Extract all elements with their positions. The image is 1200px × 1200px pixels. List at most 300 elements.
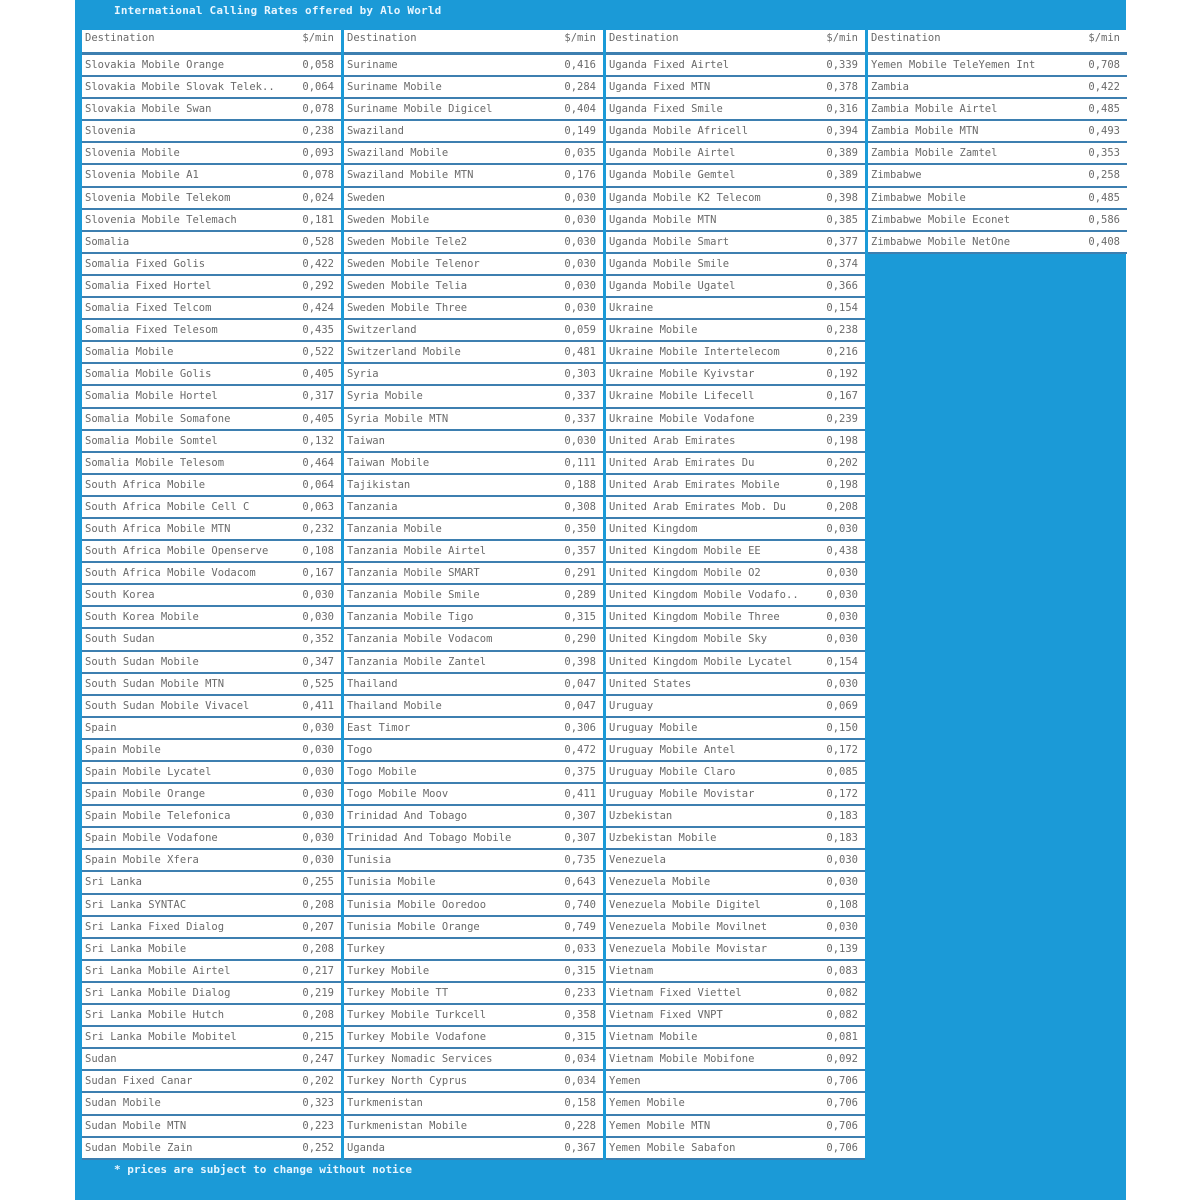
- rate-cell: 0,290: [564, 633, 596, 646]
- destination-cell: Slovenia Mobile Telemach: [85, 213, 237, 226]
- table-row: [868, 143, 1127, 165]
- destination-cell: Taiwan Mobile: [347, 456, 430, 469]
- table-row: [606, 939, 865, 961]
- destination-cell: Sri Lanka Mobile Dialog: [85, 986, 231, 999]
- destination-cell: Sweden Mobile Three: [347, 302, 468, 315]
- table-row: [82, 320, 341, 342]
- table-row: [82, 232, 341, 254]
- rate-cell: 0,030: [302, 788, 334, 801]
- rate-cell: 0,030: [302, 611, 334, 624]
- destination-cell: Venezuela Mobile: [609, 876, 711, 889]
- rate-cell: 0,284: [564, 81, 596, 94]
- destination-cell: Uganda Mobile MTN: [609, 213, 717, 226]
- table-row: [344, 342, 603, 364]
- table-row: [344, 409, 603, 431]
- table-row: [606, 1093, 865, 1115]
- table-header: [868, 30, 1127, 55]
- table-row: [606, 298, 865, 320]
- rate-cell: 0,258: [1088, 169, 1120, 182]
- rate-cell: 0,064: [302, 81, 334, 94]
- destination-cell: Sri Lanka: [85, 876, 142, 889]
- rate-cell: 0,307: [564, 810, 596, 823]
- table-row: [344, 519, 603, 541]
- destination-cell: United Kingdom Mobile Three: [609, 611, 780, 624]
- rate-cell: 0,202: [826, 456, 858, 469]
- destination-cell: Turkmenistan: [347, 1097, 423, 1110]
- destination-cell: Slovakia Mobile Slovak Telek..: [85, 81, 275, 94]
- rate-cell: 0,398: [826, 191, 858, 204]
- destination-cell: Switzerland Mobile: [347, 346, 461, 359]
- destination-cell: Uganda Fixed Airtel: [609, 59, 730, 71]
- table-row: [606, 431, 865, 453]
- rate-cell: 0,158: [564, 1097, 596, 1110]
- rate-cell: 0,352: [302, 633, 334, 646]
- table-row: [344, 740, 603, 762]
- rate-cell: 0,030: [302, 721, 334, 734]
- destination-cell: United Arab Emirates: [609, 434, 736, 447]
- destination-cell: Sri Lanka Mobile Airtel: [85, 964, 231, 977]
- rate-cell: 0,366: [826, 279, 858, 292]
- rate-cell: 0,132: [302, 434, 334, 447]
- table-row: [82, 607, 341, 629]
- destination-cell: Tanzania Mobile Smile: [347, 589, 480, 602]
- rate-cell: 0,172: [826, 788, 858, 801]
- table-row: [82, 77, 341, 99]
- rate-cell: 0,150: [826, 721, 858, 734]
- table-row: [344, 563, 603, 585]
- table-row: [606, 188, 865, 210]
- table-row: [82, 1071, 341, 1093]
- rate-cell: 0,586: [1088, 213, 1120, 226]
- destination-cell: Vietnam Fixed VNPT: [609, 1009, 723, 1022]
- destination-cell: Trinidad And Tobago: [347, 810, 468, 823]
- table-row: [82, 1027, 341, 1049]
- table-row: [344, 453, 603, 475]
- rate-cell: 0,030: [302, 810, 334, 823]
- table-row: [82, 188, 341, 210]
- table-row: [344, 1005, 603, 1027]
- rate-cell: 0,078: [302, 103, 334, 116]
- table-row: [344, 674, 603, 696]
- rate-cell: 0,208: [302, 1009, 334, 1022]
- table-row: [606, 850, 865, 872]
- table-row: [82, 276, 341, 298]
- rate-cell: 0,030: [564, 257, 596, 270]
- destination-cell: Somalia Mobile Telesom: [85, 456, 225, 469]
- rate-cell: 0,404: [564, 103, 596, 116]
- destination-cell: Venezuela Mobile Movilnet: [609, 920, 768, 933]
- destination-cell: Swaziland Mobile: [347, 147, 449, 160]
- table-row: [606, 762, 865, 784]
- rate-cell: 0,183: [826, 832, 858, 845]
- rate-cell: 0,059: [564, 324, 596, 337]
- rate-cell: 0,216: [826, 346, 858, 359]
- rate-cell: 0,315: [564, 611, 596, 624]
- rate-cell: 0,207: [302, 920, 334, 933]
- destination-cell: Spain Mobile Orange: [85, 788, 206, 801]
- table-row: [344, 121, 603, 143]
- table-row: [344, 718, 603, 740]
- destination-cell: Somalia Mobile: [85, 346, 174, 359]
- table-row: [344, 1093, 603, 1115]
- rates-table-column: [82, 30, 341, 1160]
- table-row: [606, 718, 865, 740]
- rate-cell: 0,255: [302, 876, 334, 889]
- table-row: [344, 188, 603, 210]
- table-header: [344, 30, 603, 55]
- destination-cell: South Sudan Mobile MTN: [85, 677, 225, 690]
- destination-cell: Turkey Mobile: [347, 964, 430, 977]
- table-row: [344, 607, 603, 629]
- rate-cell: 0,239: [826, 412, 858, 425]
- rate-cell: 0,030: [302, 766, 334, 778]
- table-row: [606, 1005, 865, 1027]
- table-row: [344, 828, 603, 850]
- rate-cell: 0,643: [564, 876, 596, 889]
- table-row: [606, 254, 865, 276]
- rate-cell: 0,493: [1088, 125, 1120, 138]
- table-row: [868, 210, 1127, 232]
- rate-cell: 0,438: [826, 545, 858, 558]
- destination-cell: Zimbabwe Mobile: [871, 191, 966, 204]
- table-row: [344, 939, 603, 961]
- header-destination: Destination: [871, 32, 941, 44]
- table-row: [606, 1071, 865, 1093]
- destination-cell: Somalia Mobile Hortel: [85, 390, 218, 403]
- destination-cell: Switzerland: [347, 324, 417, 337]
- table-row: [82, 563, 341, 585]
- table-row: [82, 784, 341, 806]
- rate-cell: 0,385: [826, 213, 858, 226]
- rate-cell: 0,181: [302, 213, 334, 226]
- table-row: [344, 696, 603, 718]
- rates-table-column: [344, 30, 603, 1160]
- destination-cell: United Arab Emirates Du: [609, 456, 755, 469]
- rate-cell: 0,033: [564, 942, 596, 955]
- rate-cell: 0,188: [564, 478, 596, 491]
- destination-cell: Turkey North Cyprus: [347, 1075, 468, 1088]
- rate-cell: 0,411: [564, 788, 596, 801]
- rate-cell: 0,398: [564, 655, 596, 668]
- rate-cell: 0,198: [826, 478, 858, 491]
- table-row: [606, 453, 865, 475]
- rate-cell: 0,215: [302, 1031, 334, 1044]
- table-row: [606, 121, 865, 143]
- destination-cell: Yemen Mobile MTN: [609, 1119, 711, 1132]
- destination-cell: Yemen Mobile: [609, 1097, 685, 1110]
- rate-cell: 0,047: [564, 677, 596, 690]
- destination-cell: Taiwan: [347, 434, 385, 447]
- rate-cell: 0,030: [302, 743, 334, 756]
- destination-cell: Somalia Fixed Telesom: [85, 324, 218, 337]
- destination-cell: Somalia Fixed Golis: [85, 257, 206, 270]
- rate-cell: 0,408: [1088, 235, 1120, 248]
- table-row: [606, 276, 865, 298]
- destination-cell: Togo: [347, 743, 373, 756]
- destination-cell: Syria Mobile: [347, 390, 423, 403]
- destination-cell: Somalia: [85, 235, 130, 248]
- rate-cell: 0,315: [564, 964, 596, 977]
- table-row: [344, 431, 603, 453]
- rate-cell: 0,347: [302, 655, 334, 668]
- table-row: [868, 55, 1127, 77]
- table-row: [606, 232, 865, 254]
- destination-cell: Tunisia Mobile: [347, 876, 436, 889]
- destination-cell: South Sudan Mobile Vivacel: [85, 699, 250, 712]
- rate-cell: 0,374: [826, 257, 858, 270]
- table-row: [606, 1138, 865, 1160]
- table-row: [82, 850, 341, 872]
- rate-cell: 0,337: [564, 390, 596, 403]
- rate-cell: 0,316: [826, 103, 858, 116]
- destination-cell: Ukraine Mobile: [609, 324, 698, 337]
- destination-cell: South Korea Mobile: [85, 611, 199, 624]
- destination-cell: Uganda Mobile Africell: [609, 125, 749, 138]
- rate-cell: 0,034: [564, 1075, 596, 1088]
- rate-cell: 0,063: [302, 500, 334, 513]
- table-row: [82, 143, 341, 165]
- destination-cell: United Kingdom Mobile EE: [609, 545, 761, 558]
- rate-cell: 0,358: [564, 1009, 596, 1022]
- destination-cell: Uganda: [347, 1141, 385, 1154]
- destination-cell: South Africa Mobile: [85, 478, 206, 491]
- rate-cell: 0,307: [564, 832, 596, 845]
- destination-cell: Uganda Mobile Airtel: [609, 147, 736, 160]
- table-row: [606, 872, 865, 894]
- rate-cell: 0,323: [302, 1097, 334, 1110]
- table-row: [606, 55, 865, 77]
- rate-cell: 0,389: [826, 169, 858, 182]
- table-row: [344, 77, 603, 99]
- destination-cell: Tunisia Mobile Ooredoo: [347, 898, 487, 911]
- table-row: [344, 541, 603, 563]
- rate-cell: 0,035: [564, 147, 596, 160]
- destination-cell: Spain: [85, 721, 117, 734]
- table-row: [82, 806, 341, 828]
- table-row: [344, 165, 603, 187]
- destination-cell: Uganda Mobile Smile: [609, 257, 730, 270]
- rate-cell: 0,350: [564, 522, 596, 535]
- rate-cell: 0,167: [826, 390, 858, 403]
- rate-cell: 0,389: [826, 147, 858, 160]
- destination-cell: Spain Mobile Vodafone: [85, 832, 218, 845]
- destination-cell: South Africa Mobile Openserve: [85, 545, 269, 558]
- destination-cell: Somalia Fixed Telcom: [85, 302, 212, 315]
- table-row: [606, 585, 865, 607]
- destination-cell: Tanzania Mobile Zantel: [347, 655, 487, 668]
- table-row: [82, 828, 341, 850]
- table-row: [606, 210, 865, 232]
- table-header: [82, 30, 341, 55]
- destination-cell: Ukraine Mobile Vodafone: [609, 412, 755, 425]
- rate-cell: 0,064: [302, 478, 334, 491]
- destination-cell: Yemen Mobile Sabafon: [609, 1141, 736, 1154]
- rate-cell: 0,378: [826, 81, 858, 94]
- destination-cell: Uruguay: [609, 699, 654, 712]
- rate-cell: 0,030: [564, 235, 596, 248]
- rate-cell: 0,422: [1088, 81, 1120, 94]
- rate-cell: 0,172: [826, 743, 858, 756]
- table-row: [82, 165, 341, 187]
- destination-cell: United Kingdom Mobile Vodafo..: [609, 589, 799, 602]
- table-row: [344, 298, 603, 320]
- rate-cell: 0,353: [1088, 147, 1120, 160]
- table-row: [82, 718, 341, 740]
- table-row: [344, 1138, 603, 1160]
- table-row: [344, 961, 603, 983]
- table-row: [82, 342, 341, 364]
- rate-cell: 0,481: [564, 346, 596, 359]
- table-row: [82, 961, 341, 983]
- table-row: [606, 165, 865, 187]
- destination-cell: Syria Mobile MTN: [347, 412, 449, 425]
- rate-cell: 0,082: [826, 1009, 858, 1022]
- header-rate: $/min: [564, 32, 596, 44]
- table-row: [606, 563, 865, 585]
- table-row: [868, 188, 1127, 210]
- rate-cell: 0,405: [302, 368, 334, 381]
- table-row: [344, 143, 603, 165]
- destination-cell: Sri Lanka Mobile Mobitel: [85, 1031, 237, 1044]
- destination-cell: Togo Mobile Moov: [347, 788, 449, 801]
- destination-cell: United Kingdom Mobile Lycatel: [609, 655, 793, 668]
- table-row: [82, 696, 341, 718]
- rate-cell: 0,108: [826, 898, 858, 911]
- destination-cell: Turkey: [347, 942, 385, 955]
- rate-cell: 0,093: [302, 147, 334, 160]
- rate-cell: 0,030: [564, 302, 596, 315]
- destination-cell: Vietnam Mobile Mobifone: [609, 1053, 755, 1066]
- rate-cell: 0,308: [564, 500, 596, 513]
- destination-cell: Yemen Mobile TeleYemen Int: [871, 59, 1036, 71]
- destination-cell: Venezuela Mobile Movistar: [609, 942, 768, 955]
- destination-cell: Trinidad And Tobago Mobile: [347, 832, 512, 845]
- destination-cell: Turkey Nomadic Services: [347, 1053, 493, 1066]
- rate-cell: 0,306: [564, 721, 596, 734]
- rate-cell: 0,525: [302, 677, 334, 690]
- table-row: [606, 607, 865, 629]
- destination-cell: Turkey Mobile Turkcell: [347, 1009, 487, 1022]
- rate-cell: 0,291: [564, 567, 596, 580]
- table-row: [82, 386, 341, 408]
- destination-cell: Tunisia: [347, 854, 392, 867]
- destination-cell: Slovenia: [85, 125, 136, 138]
- destination-cell: South Africa Mobile Cell C: [85, 500, 250, 513]
- destination-cell: Uruguay Mobile Claro: [609, 766, 736, 778]
- table-row: [606, 143, 865, 165]
- header-rate: $/min: [826, 32, 858, 44]
- rate-cell: 0,030: [564, 191, 596, 204]
- destination-cell: Slovenia Mobile Telekom: [85, 191, 231, 204]
- rate-cell: 0,522: [302, 346, 334, 359]
- destination-cell: United Kingdom Mobile O2: [609, 567, 761, 580]
- destination-cell: East Timor: [347, 721, 411, 734]
- table-row: [606, 652, 865, 674]
- header-destination: Destination: [347, 32, 417, 44]
- table-row: [344, 475, 603, 497]
- destination-cell: Sweden Mobile Telia: [347, 279, 468, 292]
- rate-cell: 0,422: [302, 257, 334, 270]
- rate-cell: 0,030: [826, 677, 858, 690]
- destination-cell: Tunisia Mobile Orange: [347, 920, 480, 933]
- destination-cell: Uzbekistan Mobile: [609, 832, 717, 845]
- table-row: [606, 1049, 865, 1071]
- destination-cell: Uruguay Mobile Antel: [609, 743, 736, 756]
- destination-cell: Turkmenistan Mobile: [347, 1119, 468, 1132]
- table-row: [82, 121, 341, 143]
- rate-cell: 0,485: [1088, 103, 1120, 116]
- rates-table-column: [606, 30, 865, 1160]
- rate-cell: 0,176: [564, 169, 596, 182]
- destination-cell: United Kingdom Mobile Sky: [609, 633, 768, 646]
- table-row: [344, 386, 603, 408]
- destination-cell: Somalia Fixed Hortel: [85, 279, 212, 292]
- rate-cell: 0,435: [302, 324, 334, 337]
- destination-cell: Venezuela: [609, 854, 666, 867]
- table-row: [344, 55, 603, 77]
- destination-cell: Spain Mobile: [85, 743, 161, 756]
- table-row: [82, 55, 341, 77]
- rate-cell: 0,030: [826, 854, 858, 867]
- footer-note: * prices are subject to change without notice: [114, 1163, 413, 1176]
- destination-cell: Yemen: [609, 1075, 641, 1088]
- destination-cell: Uruguay Mobile Movistar: [609, 788, 755, 801]
- rate-cell: 0,167: [302, 567, 334, 580]
- rate-cell: 0,528: [302, 235, 334, 248]
- table-row: [606, 696, 865, 718]
- rate-cell: 0,081: [826, 1031, 858, 1044]
- table-row: [344, 364, 603, 386]
- rate-cell: 0,749: [564, 920, 596, 933]
- table-row: [606, 364, 865, 386]
- rate-cell: 0,030: [826, 876, 858, 889]
- rate-cell: 0,034: [564, 1053, 596, 1066]
- destination-cell: Zimbabwe Mobile Econet: [871, 213, 1011, 226]
- table-row: [82, 585, 341, 607]
- destination-cell: Ukraine Mobile Intertelecom: [609, 346, 780, 359]
- destination-cell: Swaziland Mobile MTN: [347, 169, 474, 182]
- rate-cell: 0,337: [564, 412, 596, 425]
- table-row: [344, 99, 603, 121]
- destination-cell: Vietnam Fixed Viettel: [609, 986, 742, 999]
- rate-cell: 0,706: [826, 1141, 858, 1154]
- rate-cell: 0,058: [302, 59, 334, 71]
- table-row: [82, 629, 341, 651]
- rate-cell: 0,030: [302, 832, 334, 845]
- rate-cell: 0,228: [564, 1119, 596, 1132]
- table-row: [606, 386, 865, 408]
- table-row: [344, 497, 603, 519]
- destination-cell: Uganda Mobile Ugatel: [609, 279, 736, 292]
- table-row: [344, 895, 603, 917]
- rate-cell: 0,183: [826, 810, 858, 823]
- rate-cell: 0,238: [302, 125, 334, 138]
- header-destination: Destination: [85, 32, 155, 44]
- destination-cell: Zambia Mobile MTN: [871, 125, 979, 138]
- table-row: [344, 850, 603, 872]
- destination-cell: Sweden Mobile Tele2: [347, 235, 468, 248]
- rate-cell: 0,069: [826, 699, 858, 712]
- rate-cell: 0,424: [302, 302, 334, 315]
- destination-cell: Ukraine Mobile Kyivstar: [609, 368, 755, 381]
- destination-cell: Suriname Mobile: [347, 81, 442, 94]
- destination-cell: Somalia Mobile Golis: [85, 368, 212, 381]
- rate-cell: 0,252: [302, 1141, 334, 1154]
- table-row: [606, 77, 865, 99]
- destination-cell: Somalia Mobile Somtel: [85, 434, 218, 447]
- rate-cell: 0,411: [302, 699, 334, 712]
- rate-cell: 0,139: [826, 942, 858, 955]
